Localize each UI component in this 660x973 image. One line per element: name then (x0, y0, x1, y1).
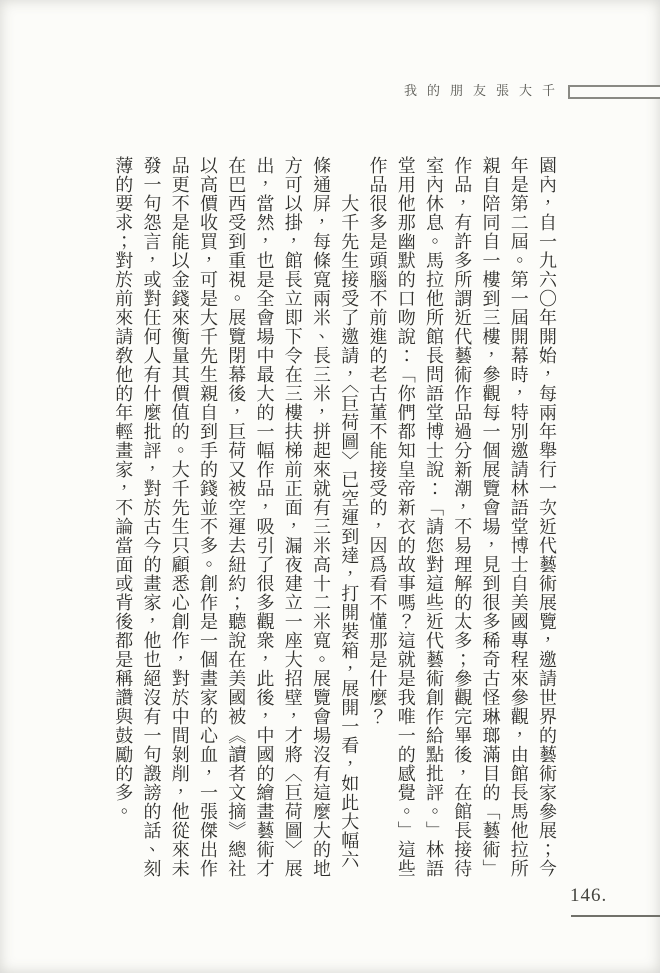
footer-rule (571, 915, 660, 917)
paragraph: 園內，自一九六〇年開始，每兩年舉行一次近代藝術展覽，邀請世界的藝術家參展；今年是第二屆。第一屆開幕時，特別邀請林語堂博士自美國專程來參觀，由館長馬他拉所親自陪同自一樓到三樓，參觀每一個展覽會場，見到很多稀奇古怪琳瑯滿目的「藝術」作品，有許多所謂近代藝術作品過分新潮，不易理解的太多；參觀完畢後，在館長接待室內休息。馬拉他所館長問語堂博士說：「請您對這些近代藝術創作給點批評。」林語堂用他那幽默的口吻說：「你們都知皇帝新衣的故事嗎？這就是我唯一的感覺。」這些作品很多是頭腦不前進的老古董不能接受的，因爲看不懂那是什麼？ (367, 156, 557, 878)
header-rule-box (568, 85, 660, 99)
page-number: 146. (570, 885, 608, 906)
paragraph: 大千先生接受了邀請，〈巨荷圖〉已空運到達，打開裝箱，展開一看，如此大幅六條通屏，每條寬兩米、長三米，拼起來就有三米高十二米寬。展覽會場沒有這麼大的地方可以掛，館長立即下令在三樓扶梯前正面，漏夜建立一座大招壁，才將〈巨荷圖〉展出，當然，也是全會場中最大的一幅作品，吸引了很多觀衆，此後，中國的繪畫藝術才在巴西受到重視。展覽閉幕後，巨荷又被空運去紐約；聽說在美國被《讀者文摘》總社以高價收買，可是大千先生親自到手的錢並不多。創作是一個畫家的心血，一張傑出作品更不是能以金錢來衡量其價值的。大千先生只顧悉心創作，對於中間剝削，他從來未發一句怨言，或對任何人有什麼批評，對於古今的畫家，他也絕沒有一句譭謗的話、刻薄的要求；對於前來請敎他的年輕畫家，不論當面或背後都是稱讚與鼓勵的多。 (113, 156, 360, 878)
running-title: 我的朋友張大千 (404, 83, 566, 98)
body-text (105, 156, 561, 878)
